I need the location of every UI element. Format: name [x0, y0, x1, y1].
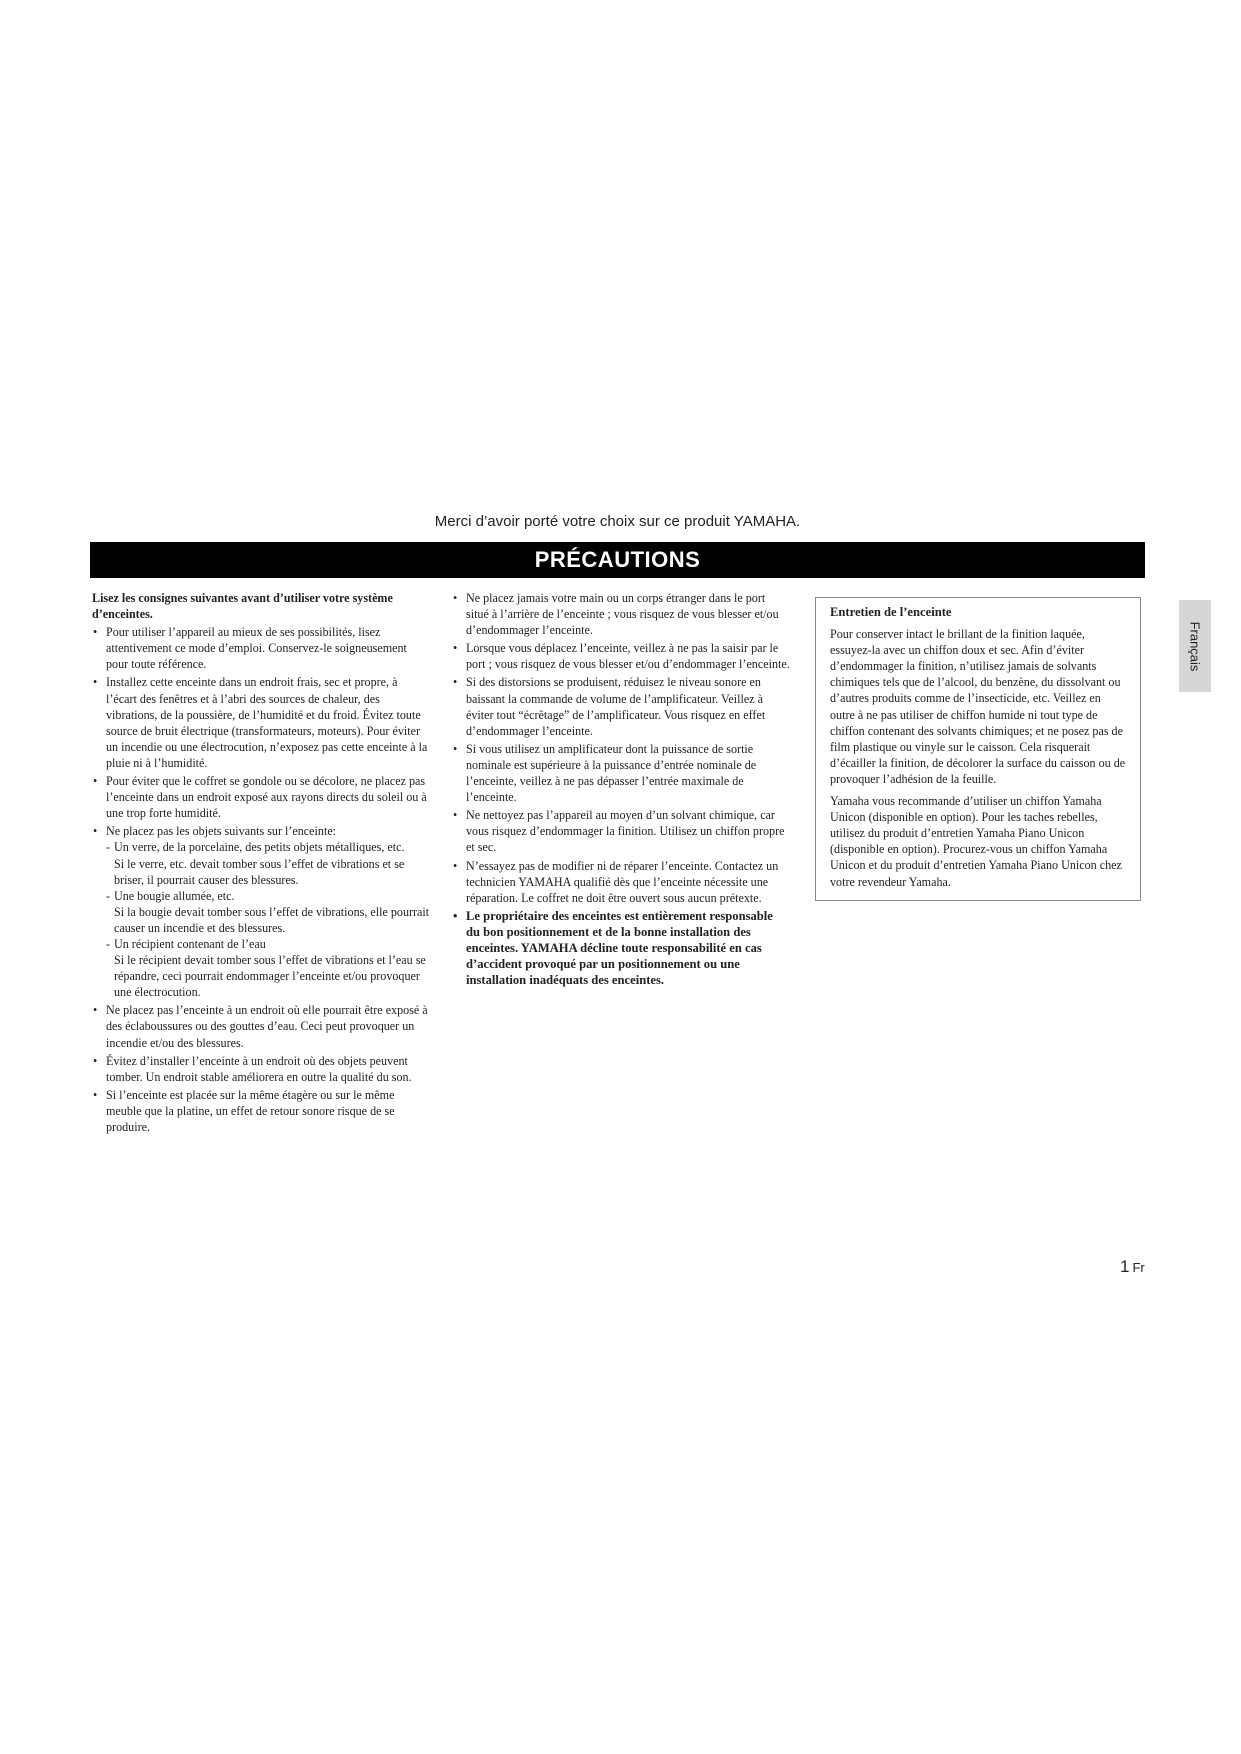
sub-item-note: Si le récipient devait tomber sous l’effet de vibrations et l’eau se répandre, ceci pourrait endommager l’enceinte et/ou provoquer une électrocution. [114, 953, 426, 1000]
list-item: • Pour utiliser l’appareil au mieux de ses possibilités, lisez attentivement ce mode d’emploi. Conservez-le soigneusement pour toute référence. [92, 624, 430, 672]
sub-item-note: Si le verre, etc. devait tomber sous l’effet de vibrations et se briser, il pourrait causer des blessures. [114, 856, 405, 887]
page-title: PRÉCAUTIONS [90, 542, 1145, 578]
left-bullet-list [92, 624, 430, 1135]
objects-intro: Ne placez pas les objets suivants sur l’enceinte: [106, 824, 337, 839]
list-item: • Si l’enceinte est placée sur la même étagère ou sur le même meuble que la platine, un effet de retour sonore risque de se produire. [92, 1087, 430, 1135]
language-tab-label: Français [1187, 621, 1203, 671]
sub-item-label: Un récipient contenant de l’eau [114, 936, 266, 951]
language-tab [1179, 600, 1211, 692]
list-item: • Pour éviter que le coffret se gondole ou se décolore, ne placez pas l’enceinte dans un endroit exposé aux rayons directs du soleil ou à une trop forte humidité. [92, 773, 430, 821]
list-item: • Lorsque vous déplacez l’enceinte, veillez à ne pas la saisir par le port ; vous risquez de vous blesser et/ou d’endommager l’enceinte. [452, 640, 790, 672]
list-item: • Si des distorsions se produisent, réduisez le niveau sonore en baissant la commande de volume de l’amplificateur. Veillez à éviter tout “écrêtage” de l’amplificateur. Vous risquez en effet d’endommager l’enceinte. [452, 674, 790, 738]
left-column [92, 590, 430, 1137]
sub-item-note: Si la bougie devait tomber sous l’effet de vibrations, elle pourrait causer un incendie et des blessures. [114, 904, 430, 935]
care-paragraph: Pour conserver intact le brillant de la finition laquée, essuyez-la avec un chiffon doux et sec. Afin d’éviter d’endommager la finition, n’utilisez jamais de solvants chimiques tels que de l’alcool, du benzène, du dissolvant ou d’autres produits comme de l’insecticide, etc. Veillez en outre à ne pas utiliser de chiffon humide ni tout type de chiffon contenant des solvants chimiques; et ne posez pas de film plastique ou vinyle sur le caisson. Cela risquerait d’écailler la finition, de décolorer la surface du caisson ou de provoquer l’adhésion de la feuille. [830, 627, 1126, 786]
care-box-title: Entretien de l’enceinte [830, 605, 952, 619]
list-item: • Ne placez pas l’enceinte à un endroit où elle pourrait être exposé à des éclaboussures ou des gouttes d’eau. Ceci peut provoquer un incendie et/ou des blessures. [92, 1002, 430, 1050]
sub-item [106, 888, 430, 936]
page-number [1120, 1257, 1145, 1277]
list-item: • Ne nettoyez pas l’appareil au moyen d’un solvant chimique, car vous risquez d’endommager la finition. Utilisez un chiffon propre et sec. [452, 807, 790, 855]
middle-column [452, 590, 790, 990]
page-language-code: Fr [1132, 1260, 1145, 1275]
page-number-value: 1 [1120, 1257, 1130, 1276]
intro-line: Merci d’avoir porté votre choix sur ce produit YAMAHA. [434, 513, 801, 530]
care-box [815, 597, 1141, 901]
objects-sublist [106, 839, 430, 1000]
left-heading: Lisez les consignes suivantes avant d’utiliser votre système d’enceintes. [92, 591, 393, 622]
responsibility-notice: • Le propriétaire des enceintes est entièrement responsable du bon positionnement et de la bonne installation des enceintes. YAMAHA décline toute responsabilité en cas d’accident provoqué par un positionnement ou une installation inadéquats des enceintes. [452, 908, 790, 988]
sub-item [106, 839, 430, 887]
list-item: • N’essayez pas de modifier ni de réparer l’enceinte. Contactez un technicien YAMAHA qualifié dès que l’enceinte nécessite une réparation. Le coffret ne doit être ouvert sous aucun prétexte. [452, 858, 790, 906]
care-paragraph: Yamaha vous recommande d’utiliser un chiffon Yamaha Unicon (disponible en option). Pour les taches rebelles, utilisez du produit d’entretien Yamaha Piano Unicon (disponible en option). Procurez-vous un chiffon Yamaha Unicon et du produit d’entretien Yamaha Piano Unicon chez votre revendeur Yamaha. [830, 794, 1122, 889]
list-item: • Évitez d’installer l’enceinte à un endroit où des objets peuvent tomber. Un endroit stable améliorera en outre la qualité du son. [92, 1053, 430, 1085]
list-item-objects [92, 823, 430, 1000]
sub-item-label: Une bougie allumée, etc. [114, 888, 235, 903]
list-item: • Ne placez jamais votre main ou un corps étranger dans le port situé à l’arrière de l’enceinte ; vous risquez de vous blesser et/ou d’endommager l’enceinte. [452, 590, 790, 638]
sub-item-label: Un verre, de la porcelaine, des petits objets métalliques, etc. [114, 840, 405, 855]
middle-bullet-list [452, 590, 790, 988]
sub-item [106, 936, 430, 1000]
list-item: • Si vous utilisez un amplificateur dont la puissance de sortie nominale est supérieure à la puissance d’entrée nominale de l’enceinte, veillez à ne pas dépasser l’entrée maximale de l’enceinte. [452, 741, 790, 805]
list-item: • Installez cette enceinte dans un endroit frais, sec et propre, à l’écart des fenêtres et à l’abri des sources de chaleur, des vibrations, de la poussière, de l’humidité et du froid. Évitez toute source de bruit électrique (transformateurs, moteurs). Pour éviter un incendie ou une électrocution, n’exposez pas cette enceinte à la pluie ni à l’humidité. [92, 674, 430, 771]
